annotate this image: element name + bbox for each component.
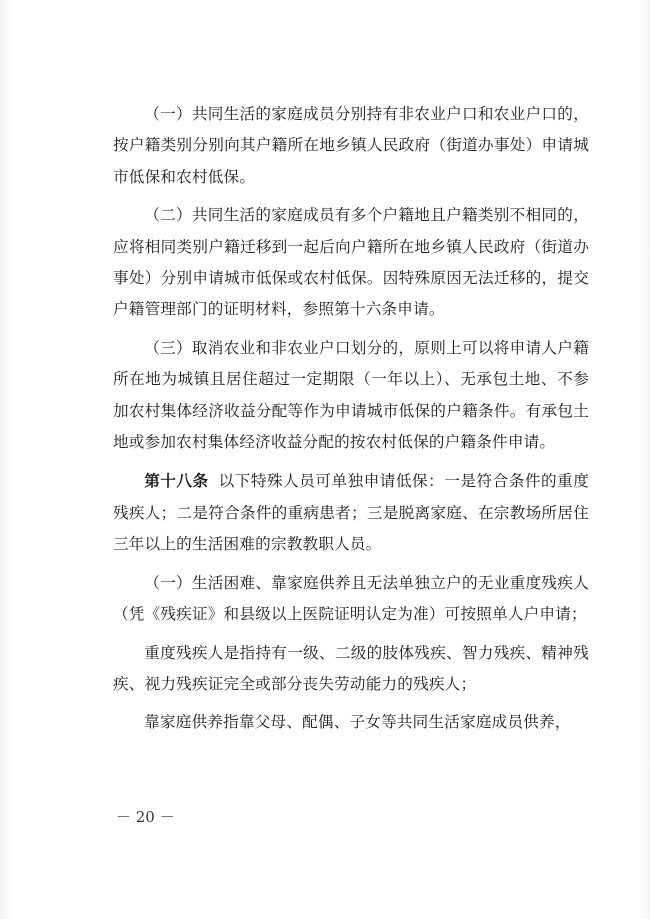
article-18-heading: 第十八条 (144, 471, 209, 491)
paragraph-item-2: （二）共同生活的家庭成员有多个户籍地且户籍类别不相同的，应将相同类别户籍迁移到一起后向户籍所在地乡镇人民政府（街道办事处）分别申请城市低保或农村低保。因特殊原因无法迁移的，提交户籍管理部门的证明材料，参照第十六条申请。 (113, 206, 589, 319)
paragraph-item-1: （一）共同生活的家庭成员分别持有非农业户口和农业户口的，按户籍类别分别向其户籍所在地乡镇人民政府（街道办事处）申请城市低保和农村低保。 (113, 105, 589, 186)
paragraph-item-6: 靠家庭供养指靠父母、配偶、子女等共同生活家庭成员供养， (144, 713, 571, 732)
document-body (113, 99, 589, 746)
paragraph-item-5: 重度残疾人是指持有一级、二级的肢体残疾、智力残疾、精神残疾、视力残疾证完全或部分丧失劳动能力的残疾人； (113, 643, 589, 693)
article-18-paragraph (113, 465, 589, 560)
page-number: － 20 － (116, 808, 175, 826)
paragraph-item-3: （三）取消农业和非农业户口划分的，原则上可以将申请人户籍所在地为城镇且居住超过一定期限（一年以上）、无承包土地、不参加农村集体经济收益分配等作为申请城市低保的户籍条件。有承包土地或参加农村集体经济收益分配的按农村低保的户籍条件申请。 (113, 338, 589, 452)
paragraph-item-4: （一）生活困难、靠家庭供养且无法单独立户的无业重度残疾人（凭《残疾证》和县级以上医院证明认定为准）可按照单人户申请； (113, 573, 589, 624)
article-18-text: 以下特殊人员可单独申请低保：一是符合条件的重度残疾人；二是符合条件的重病患者；三是脱离家庭、在宗教场所居住三年以上的生活困难的宗教教职人员。 (113, 472, 589, 554)
